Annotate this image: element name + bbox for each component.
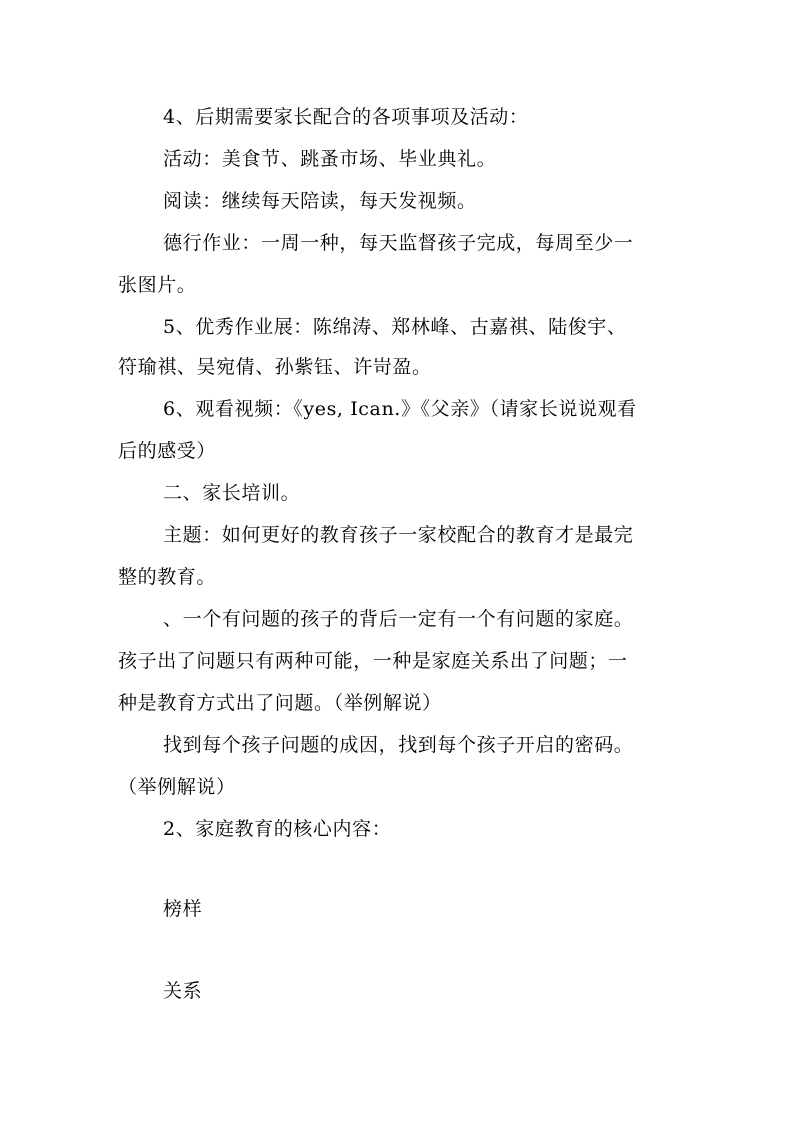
text-line-excellent-homework-cont: 符瑜祺、吴宛倩、孙紫钰、许岢盈。 [118,356,432,378]
text-line-role-model: 榜样 [163,898,203,920]
text-line-reading: 阅读：继续每天陪读，每天发视频。 [163,190,477,212]
text-line-theme-cont: 整的教育。 [118,566,217,588]
text-line-problem-child: 、一个有问题的孩子的背后一定有一个有问题的家庭。 [163,608,634,630]
text-line-theme: 主题：如何更好的教育孩子一家校配合的教育才是最完 [163,524,634,546]
text-line-watch-video: 6、观看视频：《yes, Ican.》《父亲》（请家长说说观看 [163,398,637,420]
text-line-excellent-homework: 5、优秀作业展：陈绵涛、郑林峰、古嘉祺、陆俊宇、 [163,316,627,338]
text-line-virtue-homework: 德行作业：一周一种，每天监督孩子完成，每周至少一 [163,232,634,254]
text-line-find-cause-cont: （举例解说） [118,776,236,798]
text-line-activities: 活动：美食节、跳蚤市场、毕业典礼。 [163,148,497,170]
text-line-parent-training-heading: 二、家长培训。 [163,482,301,504]
text-line-problem-child-cont: 孩子出了问题只有两种可能，一种是家庭关系出了问题；一 [118,650,628,672]
text-line-find-cause: 找到每个孩子问题的成因，找到每个孩子开启的密码。 [163,734,634,756]
text-line-relationship: 关系 [163,980,203,1002]
text-line-virtue-homework-cont: 张图片。 [118,274,197,296]
text-line-problem-child-cont2: 种是教育方式出了问题。（举例解说） [118,692,442,714]
text-line-watch-video-cont: 后的感受） [118,440,217,462]
text-line-activities-heading: 4、后期需要家长配合的各项事项及活动： [163,106,529,128]
text-line-core-content-heading: 2、家庭教育的核心内容： [163,818,392,840]
